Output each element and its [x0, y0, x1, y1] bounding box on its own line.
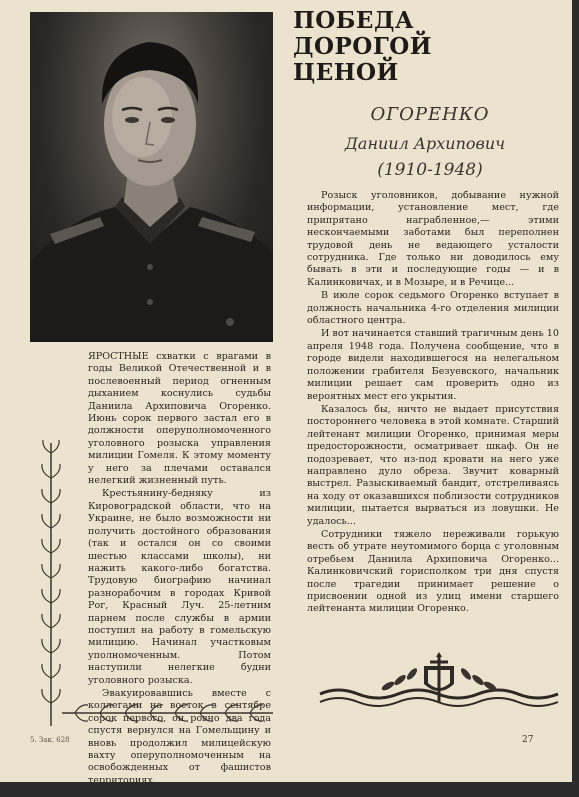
- paragraph: ЯРОСТНЫЕ схватки с врагами в годы Великой Отечественной и в послевоенный период огненным дыханием коснулись судьбы Даниила Архиповича Огоренко. Июнь сорок первого застал его в должности оперуполномоченного уголовного розыска управления милиции Гомеля. К этому моменту у него за плечами оставался нелегкий жизненный путь.: [88, 351, 271, 487]
- emblem-sword-shield-icon: [318, 652, 560, 714]
- portrait-photo: [30, 12, 273, 342]
- page-number: 27: [522, 735, 534, 745]
- paragraph: Розыск уголовников, добывание нужной информации, установление мест, где припрятано награбленное,— этими нескончаемыми заботами был переполнен трудовой день не ведающего усталости сотрудника. Где только ни доводилось ему бывать в эти и последующие годы — и в Калинковичах, и в Мозыре, и в Речице...: [307, 190, 559, 288]
- paragraph: Сотрудники тяжело переживали горькую весть об утрате неутомимого борца с уголовным отребьем Даниила Архиповича Огоренко... Калинковичский горисполком три дня спустя после трагедии принимает решение о присвоении одной из улиц имени старшего лейтенанта милиции Огоренко.: [307, 528, 559, 615]
- laurel-branch-icon: [40, 438, 62, 728]
- headline-line: ДОРОГОЙ: [293, 33, 432, 60]
- paragraph: И вот начинается ставший трагичным день 10 апреля 1948 года. Получена сообщение, что в городе видели находившегося на нелегальном положении грабителя Безуевского, начальник милиции решает сам проверить одно из вероятных мест его укрытия.: [307, 328, 559, 402]
- paragraph: В июле сорок седьмого Огоренко вступает в должность начальника 4-го отделения милиции областного центра.: [307, 290, 559, 327]
- hero-years: (1910-1948): [377, 160, 483, 180]
- paragraph: Эвакуировавшись вместе с коллегами на восток в сентябре сорок первого, он ровно два года спустя вернулся на Гомельщину и вновь продолжил милицейскую вахту оперуполномоченным на освобожденных от фашистов территориях.: [88, 687, 271, 786]
- hero-name-patronymic: Даниил Архипович: [344, 134, 506, 153]
- paragraph: Казалось бы, ничто не выдает присутствия постороннего человека в этой комнате. Старший лейтенант милиции Огоренко, принимая меры предосторожности, осматривает шкаф. Он не подозревает, что из-под кровати на него уже направлено дуло обреза. Звучит коварный выстрел. Разыскиваемый бандит, отстреливаясь на ходу от оказавшихся поблизости сотрудников милиции, пытается вырваться из ловушки. Не удалось...: [307, 403, 559, 527]
- right-text-column: [307, 190, 559, 616]
- article-headline: [293, 8, 563, 86]
- scan-border-right: [572, 0, 579, 797]
- print-code: 5. Зак. 628: [30, 736, 70, 744]
- hero-surname: ОГОРЕНКО: [370, 104, 490, 125]
- laurel-branch-icon: [60, 702, 275, 724]
- headline-line: ПОБЕДА: [293, 7, 415, 34]
- scan-border-bottom: [0, 782, 579, 797]
- paragraph: Крестьянину-бедняку из Кировоградской области, что на Украине, не было возможности ни получить достойного образования (так и остался он со своими шестью классами школы), ни нажить какого-либо богатства. Трудовую биографию начинал разнорабочим в городах Кривой Рог, Красный Луч. 25-летним парнем после службы в армии поступил на работу в гомельскую милицию. Начинал участковым уполномоченным. Потом наступили нелегкие будни уголовного розыска.: [88, 488, 271, 686]
- headline-line: ЦЕНОЙ: [293, 59, 399, 86]
